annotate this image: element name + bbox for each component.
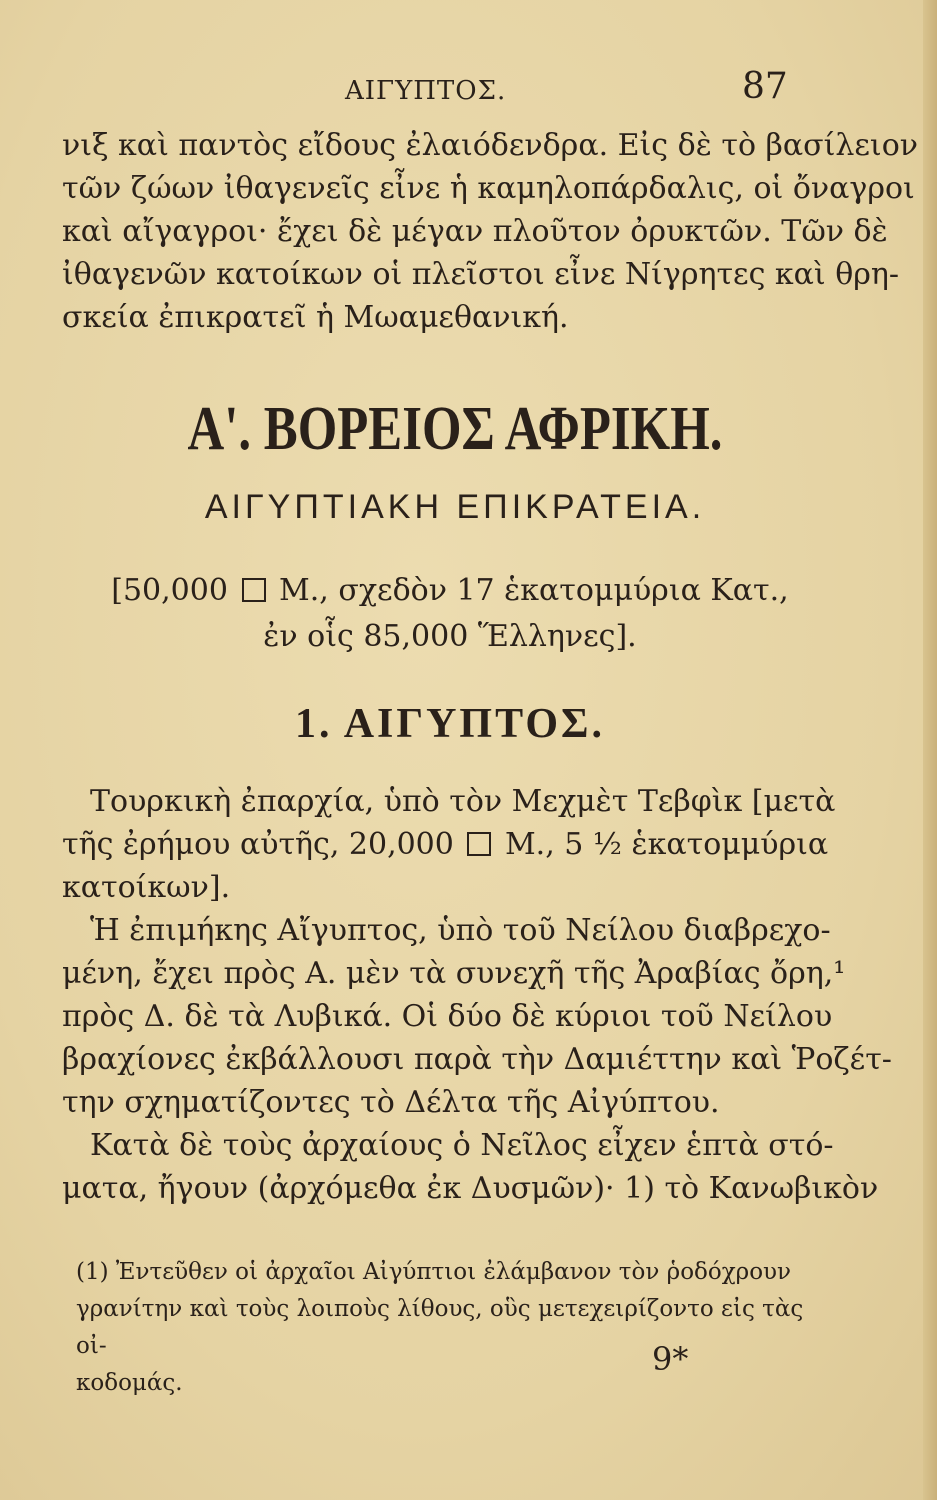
square-symbol-icon bbox=[467, 832, 491, 856]
stats-greeks: ἐν οἷς 85,000 Ἕλληνες]. bbox=[263, 619, 637, 654]
footnote bbox=[76, 1254, 806, 1402]
intro-paragraph bbox=[62, 124, 918, 339]
text-line: νιξ καὶ παντὸς εἴδους ἐλαιόδενδρα. Εἰς δὲ τὸ βασίλειον bbox=[62, 128, 918, 163]
text-line: κατοίκων]. bbox=[62, 870, 231, 905]
text-line bbox=[62, 823, 829, 866]
text-fragment: Μ., 5 ½ ἑκατομμύρια bbox=[504, 827, 829, 862]
text-line: Ἡ ἐπιμήκης Αἴγυπτος, ὑπὸ τοῦ Νείλου διαβρεχο- bbox=[90, 913, 831, 948]
text-line: σκεία ἐπικρατεῖ ἡ Μωαμεθανική. bbox=[62, 300, 569, 335]
text-line: Κατὰ δὲ τοὺς ἀρχαίους ὁ Νεῖλος εἶχεν ἑπτὰ στό- bbox=[90, 1128, 834, 1163]
footnote-line: (1) Ἐντεῦθεν οἱ ἀρχαῖοι Αἰγύπτιοι ἐλάμβανον τὸν ῥοδόχρουν bbox=[76, 1259, 791, 1285]
part-heading: Α'. ΒΟΡΕΙΟΣ ΑΦΡΙΚΗ. bbox=[187, 395, 723, 463]
stats-population: Μ., σχεδὸν 17 ἑκατομμύρια Κατ., bbox=[279, 573, 789, 608]
signature-mark: 9* bbox=[652, 1340, 689, 1378]
text-line: καὶ αἴγαγροι· ἔχει δὲ μέγαν πλοῦτον ὀρυκτῶν. Τῶν δὲ bbox=[62, 214, 888, 249]
text-line: πρὸς Δ. δὲ τὰ Λυβικά. Οἱ δύο δὲ κύριοι τοῦ Νείλου bbox=[62, 999, 833, 1034]
text-line: ματα, ἤγουν (ἀρχόμεθα ἐκ Δυσμῶν)· 1) τὸ Κανωβικὸν bbox=[62, 1171, 879, 1206]
section-body bbox=[62, 780, 892, 1210]
footnote-line: γρανίτην καὶ τοὺς λοιποὺς λίθους, οὓς μετεχειρίζοντο εἰς τὰς οἰ- bbox=[76, 1296, 804, 1359]
running-title: ΑΙΓΥΠΤΟΣ. bbox=[345, 76, 507, 106]
stats-area: [50,000 bbox=[111, 573, 228, 608]
text-line: τῶν ζώων ἰθαγενεῖς εἶνε ἡ καμηλοπάρδαλις, οἱ ὄναγροι bbox=[62, 171, 915, 206]
section-title: 1. ΑΙΓΥΠΤΟΣ. bbox=[295, 701, 605, 747]
text-line: την σχηματίζοντες τὸ Δέλτα τῆς Αἰγύπτου. bbox=[62, 1085, 720, 1120]
footnote-line: κοδομάς. bbox=[76, 1370, 183, 1396]
area-population-stats bbox=[0, 568, 900, 660]
text-line: μένη, ἔχει πρὸς Α. μὲν τὰ συνεχῆ τῆς Ἀραβίας ὄρη,¹ bbox=[62, 956, 846, 991]
text-line: Τουρκικὴ ἐπαρχία, ὑπὸ τὸν Μεχμὲτ Τεβφὶκ [μετὰ bbox=[90, 784, 836, 819]
page-number: 87 bbox=[742, 66, 788, 107]
text-line: βραχίονες ἐκβάλλουσι παρὰ τὴν Δαμιέττην καὶ Ῥοζέτ- bbox=[62, 1042, 892, 1077]
text-fragment: τῆς ἐρήμου αὐτῆς, 20,000 bbox=[62, 827, 454, 862]
text-line: ἰθαγενῶν κατοίκων οἱ πλεῖστοι εἶνε Νίγρητες καὶ θρη- bbox=[62, 257, 900, 292]
part-subheading: ΑΙΓΥΠΤΙΑΚΗ ΕΠΙΚΡΑΤΕΙΑ. bbox=[204, 488, 706, 526]
square-symbol-icon bbox=[242, 578, 266, 602]
page-edge bbox=[923, 0, 937, 1500]
